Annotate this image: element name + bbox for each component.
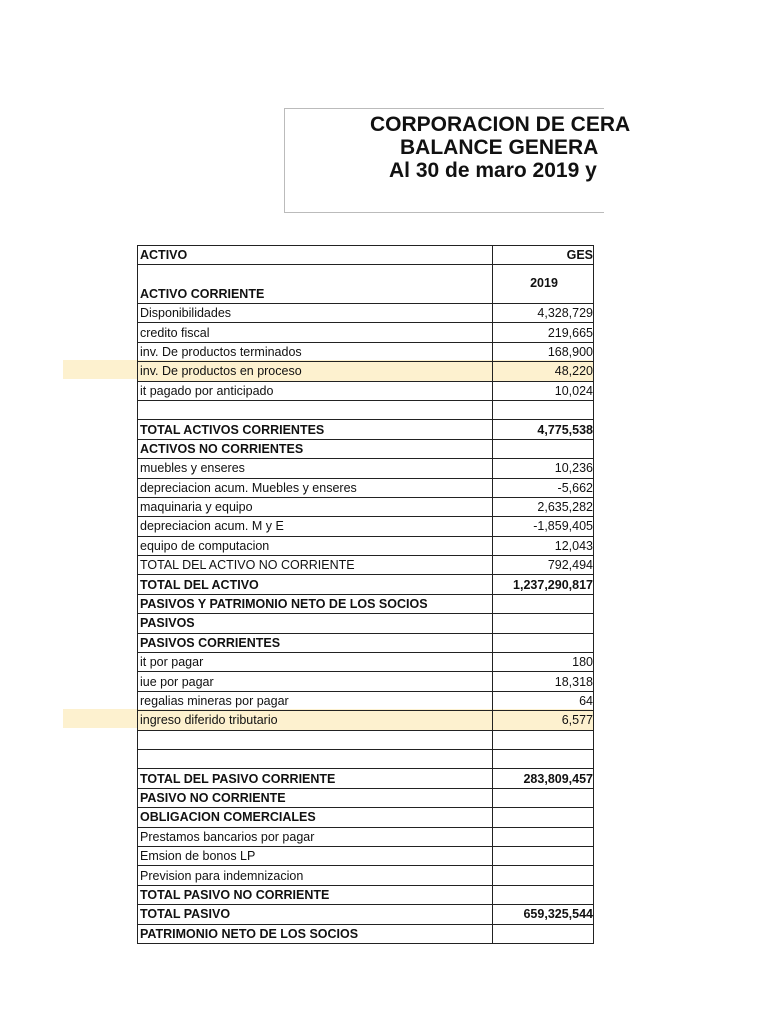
- table-row: [138, 633, 594, 652]
- row-label[interactable]: it pagado por anticipado: [138, 381, 493, 400]
- row-label[interactable]: TOTAL DEL PASIVO CORRIENTE: [138, 769, 493, 788]
- row-value[interactable]: 12,043: [493, 536, 594, 555]
- table-row: [138, 730, 594, 749]
- row-value[interactable]: 4,328,729: [493, 304, 594, 323]
- gestion-header: GES: [493, 246, 594, 265]
- row-label[interactable]: [138, 749, 493, 768]
- row-label[interactable]: TOTAL DEL ACTIVO: [138, 575, 493, 594]
- table-row: [138, 788, 594, 807]
- table-row: [138, 536, 594, 555]
- table-row: [138, 924, 594, 943]
- row-label[interactable]: OBLIGACION COMERCIALES: [138, 808, 493, 827]
- table-row: [138, 672, 594, 691]
- table-row: [138, 439, 594, 458]
- year-header: 2019: [493, 265, 594, 304]
- row-value[interactable]: 10,236: [493, 459, 594, 478]
- row-label[interactable]: PASIVOS: [138, 614, 493, 633]
- row-label[interactable]: PASIVO NO CORRIENTE: [138, 788, 493, 807]
- table-row: [138, 400, 594, 419]
- row-label[interactable]: Prevision para indemnizacion: [138, 866, 493, 885]
- row-value[interactable]: [493, 924, 594, 943]
- row-value[interactable]: 4,775,538: [493, 420, 594, 439]
- table-row: [138, 342, 594, 361]
- row-value[interactable]: -5,662: [493, 478, 594, 497]
- row-label[interactable]: PASIVOS CORRIENTES: [138, 633, 493, 652]
- row-value[interactable]: 180: [493, 653, 594, 672]
- row-label[interactable]: ACTIVOS NO CORRIENTES: [138, 439, 493, 458]
- row-value[interactable]: [493, 439, 594, 458]
- table-row: [138, 594, 594, 613]
- row-value[interactable]: [493, 633, 594, 652]
- row-value[interactable]: [493, 749, 594, 768]
- row-value[interactable]: [493, 730, 594, 749]
- row-value[interactable]: [493, 400, 594, 419]
- table-row: [138, 905, 594, 924]
- row-label[interactable]: Emsion de bonos LP: [138, 846, 493, 865]
- row-label[interactable]: it por pagar: [138, 653, 493, 672]
- row-value[interactable]: [493, 788, 594, 807]
- row-value[interactable]: [493, 808, 594, 827]
- row-value[interactable]: 10,024: [493, 381, 594, 400]
- row-value[interactable]: [493, 614, 594, 633]
- report-date: Al 30 de maro 2019 y: [389, 159, 597, 182]
- row-label[interactable]: PATRIMONIO NETO DE LOS SOCIOS: [138, 924, 493, 943]
- table-row: [138, 381, 594, 400]
- table-row: [138, 846, 594, 865]
- row-label[interactable]: iue por pagar: [138, 672, 493, 691]
- table-row: [138, 420, 594, 439]
- row-value[interactable]: 659,325,544: [493, 905, 594, 924]
- row-label[interactable]: [138, 400, 493, 419]
- table-row: [138, 362, 594, 381]
- row-value[interactable]: [493, 594, 594, 613]
- table-row: [138, 866, 594, 885]
- row-label[interactable]: PASIVOS Y PATRIMONIO NETO DE LOS SOCIOS: [138, 594, 493, 613]
- table-row: [138, 478, 594, 497]
- table-row: [138, 827, 594, 846]
- report-title: BALANCE GENERA: [400, 136, 599, 159]
- row-value[interactable]: [493, 885, 594, 904]
- row-value[interactable]: 792,494: [493, 556, 594, 575]
- row-label[interactable]: TOTAL PASIVO NO CORRIENTE: [138, 885, 493, 904]
- row-value[interactable]: 48,220: [493, 362, 594, 381]
- table-row: [138, 497, 594, 516]
- activo-corriente-header: ACTIVO CORRIENTE: [138, 265, 493, 304]
- row-value[interactable]: [493, 827, 594, 846]
- table-row: [138, 459, 594, 478]
- table-row: [138, 691, 594, 710]
- table-row: [138, 556, 594, 575]
- row-value[interactable]: 18,318: [493, 672, 594, 691]
- row-label[interactable]: ingreso diferido tributario: [138, 711, 493, 730]
- table-row: [138, 614, 594, 633]
- row-value[interactable]: -1,859,405: [493, 517, 594, 536]
- table-row: [138, 885, 594, 904]
- row-value[interactable]: 168,900: [493, 342, 594, 361]
- table-row: [138, 749, 594, 768]
- row-value[interactable]: [493, 866, 594, 885]
- table-row: [138, 769, 594, 788]
- row-label[interactable]: inv. De productos en proceso: [138, 362, 493, 381]
- table-row: [138, 653, 594, 672]
- row-label[interactable]: TOTAL ACTIVOS CORRIENTES: [138, 420, 493, 439]
- row-label[interactable]: equipo de computacion: [138, 536, 493, 555]
- row-label[interactable]: muebles y enseres: [138, 459, 493, 478]
- table-row: [138, 575, 594, 594]
- activo-header: ACTIVO: [138, 246, 493, 265]
- row-label[interactable]: credito fiscal: [138, 323, 493, 342]
- balance-table: [137, 245, 594, 944]
- row-label[interactable]: depreciacion acum. M y E: [138, 517, 493, 536]
- table-subheader-row: [138, 265, 594, 304]
- row-value[interactable]: 219,665: [493, 323, 594, 342]
- table-row: [138, 808, 594, 827]
- row-label[interactable]: [138, 730, 493, 749]
- row-label[interactable]: TOTAL DEL ACTIVO NO CORRIENTE: [138, 556, 493, 575]
- table-row: [138, 323, 594, 342]
- row-label[interactable]: regalias mineras por pagar: [138, 691, 493, 710]
- table-row: [138, 711, 594, 730]
- row-label[interactable]: Disponibilidades: [138, 304, 493, 323]
- row-value[interactable]: 6,577: [493, 711, 594, 730]
- row-value[interactable]: 283,809,457: [493, 769, 594, 788]
- row-value[interactable]: [493, 846, 594, 865]
- table-row: [138, 517, 594, 536]
- row-value[interactable]: 1,237,290,817: [493, 575, 594, 594]
- row-label[interactable]: maquinaria y equipo: [138, 497, 493, 516]
- title-box: [284, 108, 631, 213]
- row-label[interactable]: inv. De productos terminados: [138, 342, 493, 361]
- company-title: CORPORACION DE CERA: [370, 113, 631, 136]
- row-value[interactable]: 2,635,282: [493, 497, 594, 516]
- row-label[interactable]: depreciacion acum. Muebles y enseres: [138, 478, 493, 497]
- row-value[interactable]: 64: [493, 691, 594, 710]
- table-row: [138, 304, 594, 323]
- row-label[interactable]: Prestamos bancarios por pagar: [138, 827, 493, 846]
- table-header-row: [138, 246, 594, 265]
- row-label[interactable]: TOTAL PASIVO: [138, 905, 493, 924]
